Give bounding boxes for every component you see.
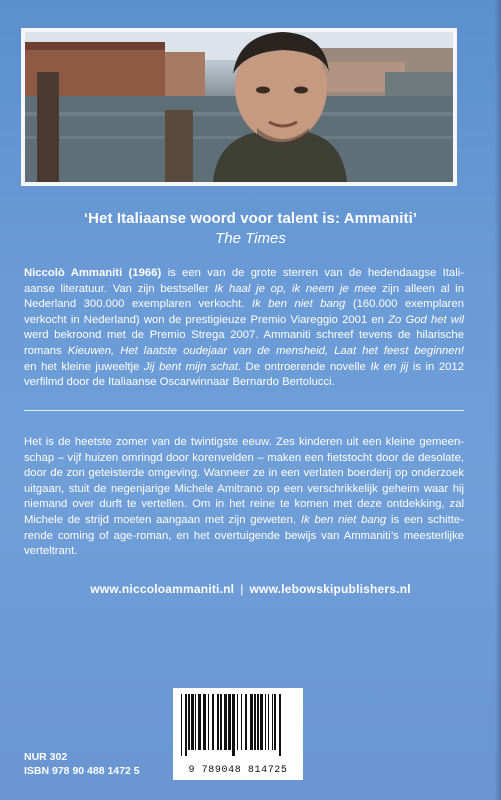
summary-line: [24, 544, 464, 560]
barcode-bar: [257, 694, 259, 750]
barcode-bar: [274, 694, 276, 750]
summary-line: [24, 435, 464, 451]
summary-text: rende coming of age-roman, en het overtuigende bewijs van Ammaniti’s meesterlijke: [24, 529, 464, 542]
isbn-number: ISBN 978 90 488 1472 5: [24, 765, 140, 777]
bio-text: Kieuwen, Het laatste oudejaar van de mensheid, Laat het feest beginnen!: [67, 344, 464, 357]
review-quote: ‘Het Italiaanse woord voor talent is: Ammaniti’: [83, 210, 418, 227]
author-photo-illustration: [25, 32, 453, 182]
barcode-bar: [254, 694, 256, 750]
bio-line: [24, 266, 464, 282]
bio-text: en het kleine juweeltje: [24, 360, 144, 373]
barcode-bar: [195, 694, 196, 750]
bio-text: is in 2012: [408, 360, 464, 373]
barcode-bar: [237, 694, 238, 750]
summary-text: Het is de heetste zomer van de twintigste eeuw. Zes kinderen uit een kleine gemeen-: [24, 436, 464, 448]
bio-line: [24, 313, 464, 329]
summary-line: [24, 451, 464, 467]
barcode-bar: [208, 694, 209, 750]
summary-text: door de zon geteisterde omgeving. Wanneer ze in een verlaten boerderij op onderzoek: [24, 467, 464, 480]
bio-line: [24, 328, 464, 344]
bio-text: Nederland 300.000 exemplaren verkocht.: [24, 298, 252, 311]
barcode-bar: [191, 694, 194, 750]
summary-line: [24, 466, 464, 482]
summary-text: uitgaan, stuit de negenjarige Michele Amitrano op een verschrikkelijk geheim waar hij: [24, 482, 464, 495]
link-separator: |: [240, 582, 244, 596]
cover-edge-shadow: [495, 0, 501, 800]
publisher-website-link[interactable]: www.lebowskipublishers.nl: [249, 582, 411, 596]
nur-code: NUR 302: [24, 751, 68, 763]
author-photo-frame: [21, 28, 457, 186]
bio-line: [24, 375, 464, 391]
bio-text: is een van de grote sterren van de hedendaagse Itali-: [161, 267, 464, 279]
barcode-bars: [179, 694, 297, 762]
bio-text: Ik haal je op, ik neem je mee: [214, 282, 377, 295]
barcode-bar: [212, 694, 214, 750]
summary-text: niemand over durft te vertellen. Om in het reine te komen met deze ontdekking, zal: [24, 498, 464, 511]
barcode-bar: [268, 694, 269, 750]
bio-line: [24, 360, 464, 376]
barcode-bar: [203, 694, 206, 750]
barcode-bar: [181, 694, 182, 756]
barcode-bar: [228, 694, 231, 750]
summary-line: [24, 482, 464, 498]
summary-text: Michele de strijd moeten aangaan met zijn geweten.: [24, 513, 301, 526]
barcode-bar: [265, 694, 266, 750]
barcode-bar: [224, 694, 227, 750]
summary-line: [24, 513, 464, 529]
review-quote-source: The Times: [215, 230, 286, 247]
summary-text: schap – vijf huizen omringd door korenvelden – maken een fietstocht door de desolate,: [24, 451, 464, 464]
barcode-bar: [188, 694, 190, 750]
barcode-bar: [217, 694, 219, 750]
barcode-bar: [198, 694, 201, 750]
bio-text: romans: [24, 344, 68, 357]
barcode-bar: [232, 694, 235, 756]
summary-text: is een schitte-: [386, 513, 464, 526]
section-divider: [24, 410, 464, 411]
bio-text: Jij bent mijn schat: [143, 360, 238, 373]
bio-text: . De ontroerende novelle: [237, 360, 371, 373]
barcode-bar: [272, 694, 273, 750]
barcode-bar: [250, 694, 253, 750]
bio-line: [24, 297, 464, 313]
bio-text: zijn alleen al in: [376, 282, 464, 295]
author-biography: [24, 266, 464, 391]
author-website-link[interactable]: www.niccoloammaniti.nl: [90, 582, 235, 596]
summary-line: [24, 529, 464, 545]
bio-text: (160.000 exemplaren: [345, 298, 464, 311]
bio-text: Niccolò Ammaniti (1966): [24, 267, 162, 279]
bio-text: Zo God het wil: [388, 313, 464, 326]
barcode-digits: 9 789048 814725: [188, 765, 288, 776]
bio-text: werd bekroond met de Premio Strega 2007. Ammaniti schreef tevens de hilarische: [24, 329, 464, 342]
book-summary: [24, 435, 464, 560]
barcode-bar: [260, 694, 263, 750]
bio-text: Ik ben niet bang: [251, 298, 346, 311]
barcode-bar: [279, 694, 281, 756]
barcode-bar: [185, 694, 187, 756]
summary-line: [24, 497, 464, 513]
barcode-bar: [245, 694, 247, 750]
bio-line: [24, 282, 464, 298]
bio-text: Ik en jij: [370, 360, 409, 373]
book-meta: [24, 750, 140, 778]
barcode-bar: [241, 694, 242, 750]
summary-text: Ik ben niet bang: [300, 513, 387, 526]
bio-line: [24, 344, 464, 360]
bio-text: verkocht in Nederland) won de prestigieuze Premio Viareggio 2001 en: [24, 313, 389, 326]
website-links: [0, 582, 501, 596]
isbn-barcode: [173, 688, 303, 780]
bio-text: aanse literatuur. Van zijn bestseller: [24, 282, 215, 295]
bio-text: verfilmd door de Italiaanse Oscarwinnaar Bernardo Bertolucci.: [24, 376, 335, 389]
summary-text: verteltrant.: [24, 545, 78, 558]
barcode-bar: [220, 694, 222, 750]
author-photo: [25, 32, 453, 182]
